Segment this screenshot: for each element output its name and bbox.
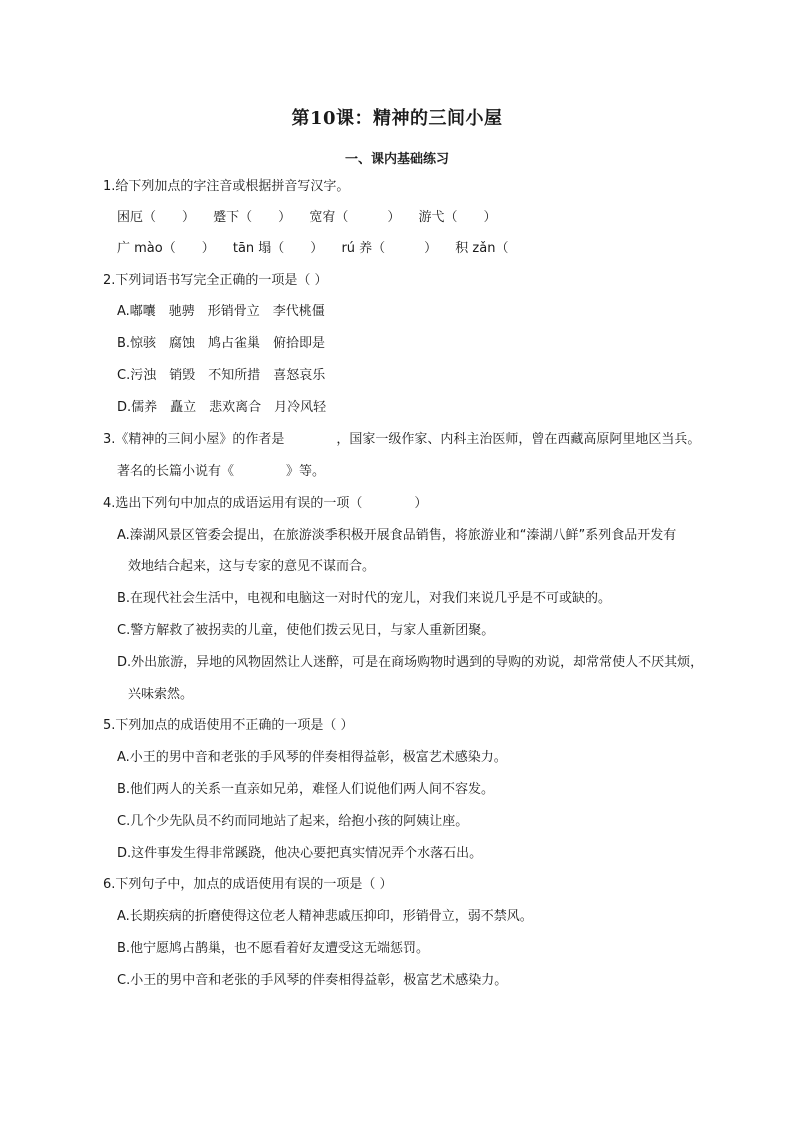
q1-item: 宽宥（ ） [309, 210, 401, 225]
q5-stem: 5.下列加点的成语使用不正确的一项是（ ） [103, 718, 354, 733]
q4-option-d: D.外出旅游，异地的风物固然让人迷醉，可是在商场购物时遇到的导购的劝说，却常常使人不厌其烦， [117, 655, 704, 670]
q1-item: 广 mào（ ） [117, 241, 215, 256]
q2-option-a: A.嘟囔 驰骋 形销骨立 李代桃僵 [117, 304, 325, 319]
q1-item: tān 塌（ ） [232, 241, 324, 256]
q3-line1: 3.《精神的三间小屋》的作者是 ，国家一级作家、内科主治医师，曾在西藏高原阿里地区当兵。 [103, 432, 701, 447]
q6-option-c: C.小王的男中音和老张的手风琴的伴奏相得益彰，极富艺术感染力。 [117, 973, 508, 988]
q1-item: 困厄（ ） [117, 210, 196, 225]
q4-option-b: B.在现代社会生活中，电视和电脑这一对时代的宠儿，对我们来说几乎是不可或缺的。 [117, 591, 612, 606]
q1-item: 蹙下（ ） [213, 210, 292, 225]
section-heading: 一、课内基础练习 [344, 152, 449, 167]
q5-option-b: B.他们两人的关系一直亲如兄弟，难怪人们说他们两人间不容发。 [117, 782, 495, 797]
q6-option-a: A.长期疾病的折磨使得这位老人精神悲戚压抑印，形销骨立，弱不禁风。 [117, 909, 533, 924]
q1-row1 [117, 209, 510, 227]
q1-item: 积 zǎn（ [455, 241, 509, 256]
q2-option-c: C.污浊 销毁 不知所措 喜怒哀乐 [117, 368, 326, 383]
q6-stem: 6.下列句子中，加点的成语使用有误的一项是（ ） [103, 877, 393, 892]
q5-option-c: C.几个少先队员不约而同地站了起来，给抱小孩的阿姨让座。 [117, 814, 469, 829]
q4-option-a: A.溱湖风景区管委会提出，在旅游淡季积极开展食品销售，将旅游业和“溱湖八鲜”系列食品开发有 [117, 528, 677, 543]
q5-option-a: A.小王的男中音和老张的手风琴的伴奏相得益彰，极富艺术感染力。 [117, 750, 507, 765]
q1-item: 游弋（ ） [418, 210, 497, 225]
q4-stem: 4.选出下列句中加点的成语运用有误的一项（ ） [103, 496, 428, 511]
q6-option-b: B.他宁愿鸠占鹊巢，也不愿看着好友遭受这无端惩罚。 [117, 941, 430, 956]
q5-option-d: D.这件事发生得非常蹊跷，他决心要把真实情况弄个水落石出。 [117, 846, 483, 861]
q1-row2 [117, 240, 522, 258]
q1-stem: 1.给下列加点的字注音或根据拼音写汉字。 [103, 179, 350, 194]
q3-line2: 著名的长篇小说有《 》等。 [117, 464, 326, 479]
q4-option-d-cont: 兴味索然。 [128, 687, 194, 702]
page-title: 第10课：精神的三间小屋 [291, 108, 503, 129]
q1-item: rú 养（ ） [341, 241, 438, 256]
q4-option-c: C.警方解救了被拐卖的儿童，使他们拨云见日，与家人重新团聚。 [117, 623, 495, 638]
q2-option-b: B.惊骇 腐蚀 鸠占雀巢 俯拾即是 [117, 336, 326, 351]
q4-option-a-cont: 效地结合起来，这与专家的意见不谋而合。 [128, 559, 376, 574]
q2-stem: 2.下列词语书写完全正确的一项是（ ） [103, 273, 328, 288]
q2-option-d: D.儒养 矗立 悲欢离合 月冷风轻 [117, 400, 327, 415]
